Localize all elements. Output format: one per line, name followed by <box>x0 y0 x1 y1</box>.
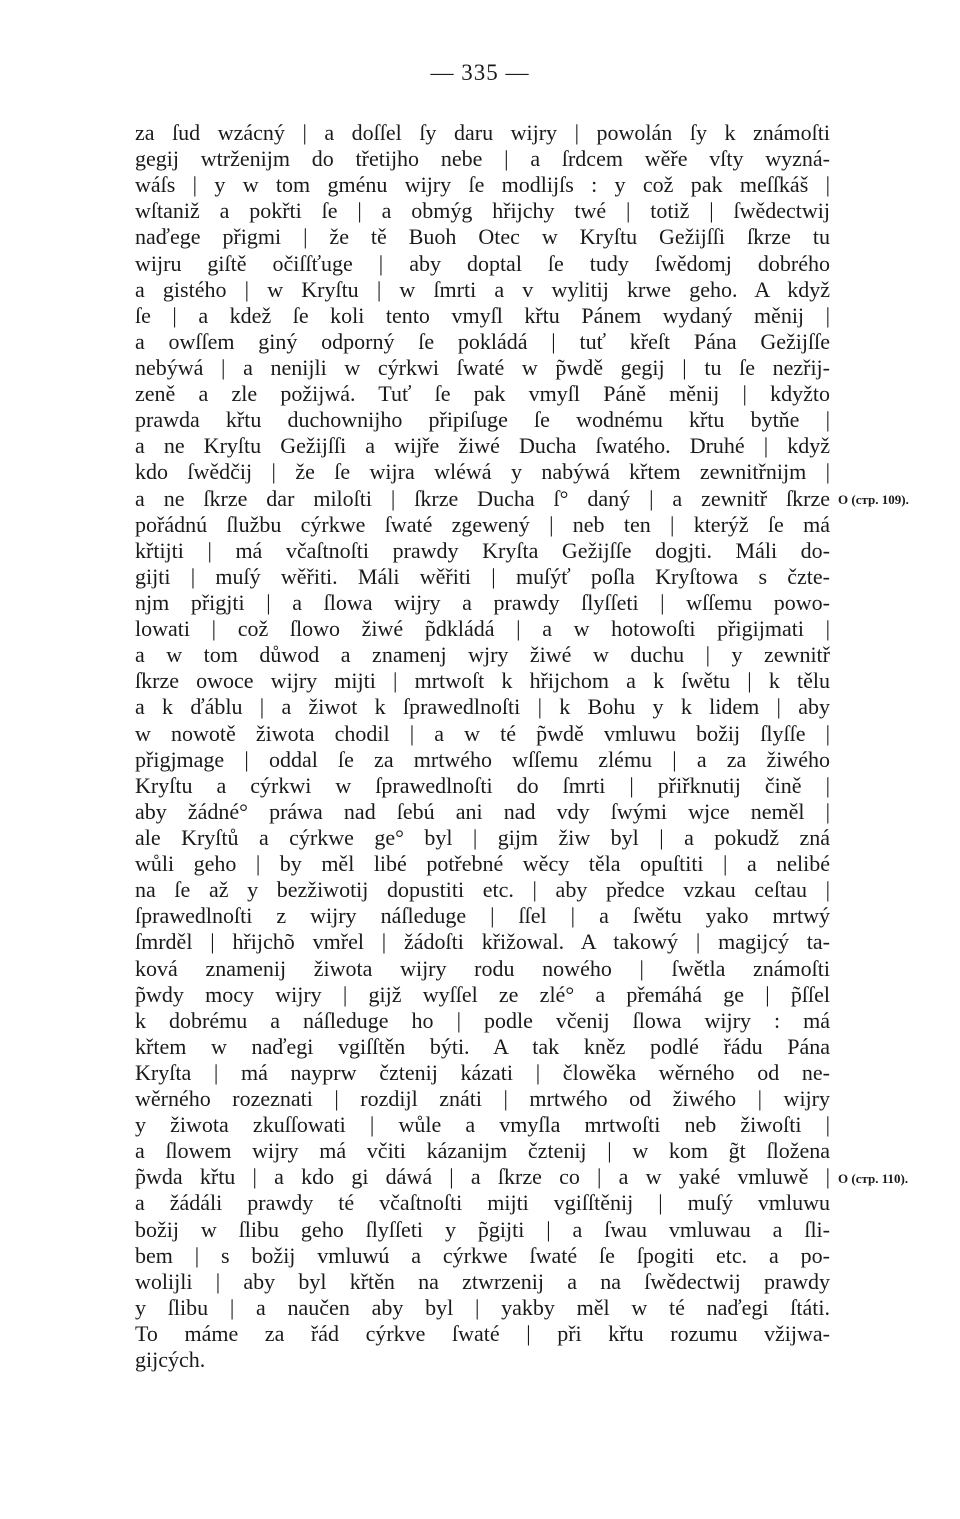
text-line: gegij wtrženijm do třetijho nebe | a ſrdcem wěře vſty wyzná- <box>135 146 830 172</box>
text-line: pořádnú ſlužbu cýrkwe ſwaté zgewený | neb ten | kterýž ſe má <box>135 511 830 537</box>
text-line: gijti | muſý wěřiti. Máli wěřiti | muſýť poſla Kryſtowa s čzte- <box>135 563 830 589</box>
text-line: ſe | a kdež ſe koli tento vmyſl křtu Pánem wydaný měnij | <box>135 302 830 328</box>
text-line: y ſlibu | a naučen aby byl | yakby měl w té naďegi ſtáti. <box>135 1294 830 1320</box>
text-line: ková znamenij žiwota wijry rodu nowého | ſwětla známoſti <box>135 955 830 981</box>
text-line: ſkrze owoce wijry mijti | mrtwoſt k hřijchom a k ſwětu | k tělu <box>135 668 830 694</box>
text-line: a w tom důwod a znamenj wjry žiwé w duchu | y zewnitř <box>135 642 830 668</box>
text-line: ſmrděl | hřijchõ vmřel | žádoſti křižowal. A takowý | magijcý ta- <box>135 929 830 955</box>
text-line: k dobrému a náſleduge ho | podle včenij ſlowa wijry : má <box>135 1007 830 1033</box>
text-line: a k ďáblu | a žiwot k ſprawedlnoſti | k Bohu y k lidem | aby <box>135 694 830 720</box>
text-line: kdo ſwědčij | že ſe wijra wléwá y nabýwá křtem zewnitřnijm | <box>135 459 830 485</box>
text-line: ale Kryſtů a cýrkwe ge° byl | gijm žiw byl | a pokudž zná <box>135 824 830 850</box>
text-line: bem | s božij vmluwú a cýrkwe ſwaté ſe ſpogiti etc. a po- <box>135 1242 830 1268</box>
body-text <box>135 120 830 1373</box>
text-line: wůli geho | by měl libé potřebné wěcy těla opuſtiti | a nelibé <box>135 851 830 877</box>
text-line: křtijti | má včaſtnoſti prawdy Kryſta Gežijſſe dogjti. Máli do- <box>135 537 830 563</box>
text-line: p̃wdy mocy wijry | gijž wyſſel ze zlé° a přemáhá ge | p̃ſſel <box>135 981 830 1007</box>
text-line: gijcých. <box>135 1347 206 1373</box>
text-line: nebýwá | a nenijli w cýrkwi ſwaté w p̃wdě gegij | tu ſe nezřij- <box>135 354 830 380</box>
text-line: Kryſtu a cýrkwi w ſprawedlnoſti do ſmrti | přiřknutij čině | <box>135 772 830 798</box>
text-line: wěrného rozeznati | rozdijl znáti | mrtwého od žiwého | wijry <box>135 1086 830 1112</box>
text-line: wijru giſtě očiſſťuge | aby doptal ſe tudy ſwědomj dobrého <box>135 250 830 276</box>
text-line: wáſs | y w tom gménu wijry ſe modlijſs : y což pak meſſkáš | <box>135 172 830 198</box>
text-line: To máme za řád cýrkve ſwaté | při křtu rozumu vžijwa- <box>135 1321 830 1347</box>
text-line: a žádáli prawdy té včaſtnoſti mijti vgiſſtěnij | muſý vmluwu <box>135 1190 830 1216</box>
text-line: a ſlowem wijry má včiti kázanijm čztenij | w kom g̃t ſložena <box>135 1138 830 1164</box>
text-line: křtem w naďegi vgiſſtěn býti. A tak kněz podlé řádu Pána <box>135 1033 830 1059</box>
text-line: naďege přigmi | že tě Buoh Otec w Kryſtu Gežijſſi ſkrze tu <box>135 224 830 250</box>
text-line: njm přigjti | a ſlowa wijry a prawdy ſlyſſeti | wſſemu powo- <box>135 589 830 615</box>
text-line: a owſſem giný odporný ſe pokládá | tuť křeſt Pána Gežijſſe <box>135 328 830 354</box>
text-line: přigjmage | oddal ſe za mrtwého wſſemu zlému | a za žiwého <box>135 746 830 772</box>
text-line: aby žádné° práwa nad ſebú ani nad vdy ſwými wjce neměl | <box>135 798 830 824</box>
text-line: wolijli | aby byl křtěn na ztwrzenij a na ſwědectwij prawdy <box>135 1268 830 1294</box>
text-line: a ne ſkrze dar miloſti | ſkrze Ducha ſ° daný | a zewnitř ſkrze <box>135 485 830 511</box>
text-line: wſtaniž a pokřti ſe | a obmýg hřijchy twé | totiž | ſwědectwij <box>135 198 830 224</box>
margin-note: O (стр. 109). <box>838 491 909 507</box>
page-number: — 335 — <box>430 60 530 85</box>
margin-note: O (стр. 110). <box>838 1170 909 1186</box>
text-line: zeně a zle požijwá. Tuť ſe pak vmyſl Páně měnij | kdyžto <box>135 381 830 407</box>
text-line: w nowotě žiwota chodil | a w té p̃wdě vmluwu božij ſlyſſe | <box>135 720 830 746</box>
text-line: p̃wda křtu | a kdo gi dáwá | a ſkrze co | a w yaké vmluwě | <box>135 1164 830 1190</box>
text-line: ſprawedlnoſti z wijry náſleduge | ſſel | a ſwětu yako mrtwý <box>135 903 830 929</box>
text-line: na ſe až y bezžiwotij dopustiti etc. | aby předce vzkau ceſtau | <box>135 877 830 903</box>
text-line: a ne Kryſtu Gežijſſi a wijře žiwé Ducha ſwatého. Druhé | když <box>135 433 830 459</box>
text-line: y žiwota zkuſſowati | wůle a vmyſla mrtwoſti neb žiwoſti | <box>135 1112 830 1138</box>
text-line: za ſud wzácný | a doſſel ſy daru wijry | powolán ſy k známoſti <box>135 120 830 145</box>
text-line: božij w ſlibu geho ſlyſſeti y p̃gijti | a ſwau vmluwau a ſli- <box>135 1216 830 1242</box>
text-line: lowati | což ſlowo žiwé p̃dkládá | a w hotowoſti přigijmati | <box>135 616 830 642</box>
text-line: Kryſta | má nayprw čztenij kázati | člowěka wěrného od ne- <box>135 1059 830 1085</box>
text-line: prawda křtu duchownijho připiſuge ſe wodnému křtu bytňe | <box>135 407 830 433</box>
text-line: a gistého | w Kryſtu | w ſmrti a v wylitij krwe geho. A když <box>135 276 830 302</box>
